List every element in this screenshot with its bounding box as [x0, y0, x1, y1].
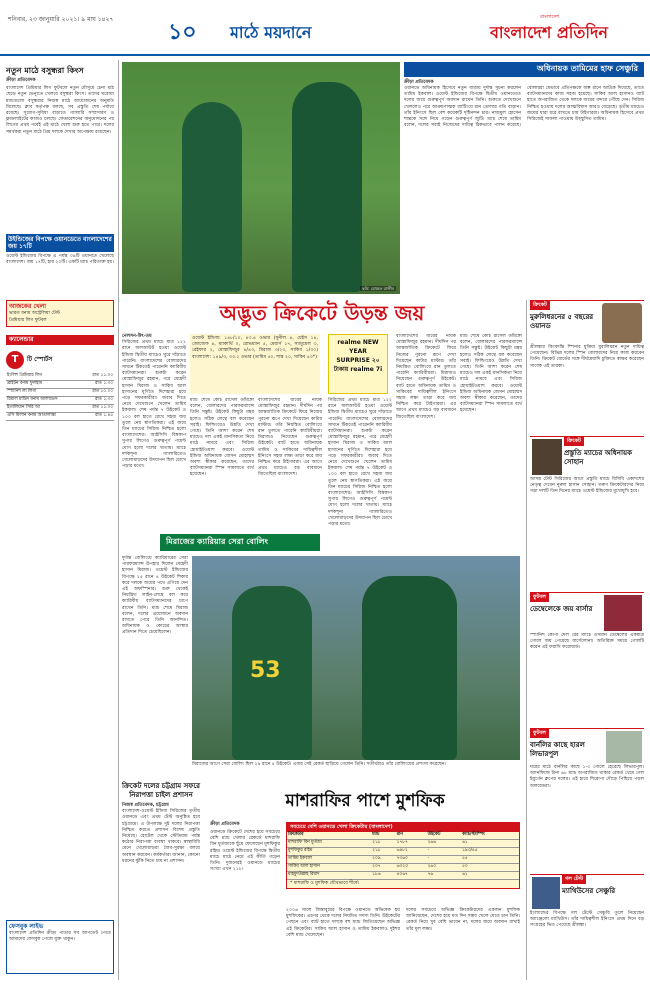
story-byline: ক্রীড়া প্রতিবেদক — [404, 79, 434, 85]
table-cell: ২৬৬ — [427, 839, 461, 847]
table-cell: মাহমুদউল্লাহ রিয়াদ — [287, 871, 371, 879]
masthead — [0, 0, 650, 60]
story-body: ম্যাচ শেষে কোচ রাসেল ডমিঙ্গো বলেন, বোলারদের পারফরম্যান্সে তিনি সন্তুষ্ট। উইকেট কিছুটা মন্থর হলেও সঠিক লেন্থে বল করেছেন সবাই। ফিল্ডিংয়েও উন্নতি দেখা গেছে। তিনি আশা করেন শেষ ম্যাচেও দল একই মানসিকতা নিয়ে মাঠে নামবে এবং সিরিজ হোয়াইটওয়াশ করবে। ওয়েস্ট ইন্ডিজ অধিনায়ক জেসন মোহাম্মদ অবশ্য স্বীকার করেছেন, তাদের ব্যাটসম্যানরা স্পিন সামলাতে ব্যর্থ হয়েছেন। — [190, 398, 254, 478]
story-title: নতুন মাঠে বসুন্ধরা কিংস — [6, 66, 84, 75]
fixture-name: স্প্যানিশ লা লিগা — [6, 388, 81, 396]
table-cell: ৫০ — [461, 863, 519, 871]
stats-table — [287, 832, 519, 880]
stat-body: ওয়েস্ট ইন্ডিজের বিপক্ষে এ পর্যন্ত ৩৯টি ওয়ানডে খেলেছে বাংলাদেশ। জয় ১৭টি, হার ২০টি। একটি ম্যাচ পরিত্যক্ত হয়। — [6, 254, 114, 266]
table-note: * মাশরাফি ও মুশফিক যৌথভাবে শীর্ষে। — [290, 880, 360, 886]
table-cell: মাশরাফি বিন মুর্তজা — [287, 839, 371, 847]
brief-photo — [602, 303, 642, 343]
today-line: প্রিমিয়ার লিগ ফুটবল — [9, 317, 47, 323]
brief-title: ম্যাথিউসের সেঞ্চুরি — [562, 886, 616, 895]
table-cell: ৪০৬৭ — [396, 871, 427, 879]
today-line: ভারত বনাম অস্ট্রেলিয়া টেস্ট — [9, 311, 60, 317]
tamim-shanto-photo — [122, 62, 400, 294]
story-body: ম্যাচ শেষে কোচ রাসেল ডমিঙ্গো বলেন, বোলারদের পারফরম্যান্সে তিনি সন্তুষ্ট। উইকেট কিছুটা মন্থর হলেও সঠিক লেন্থে বল করেছেন সবাই। ফিল্ডিংয়েও উন্নতি দেখা গেছে। তিনি আশা করেন শেষ ম্যাচেও দল একই মানসিকতা নিয়ে মাঠে নামবে এবং সিরিজ হোয়াইটওয়াশ করবে। ওয়েস্ট ইন্ডিজ অধিনায়ক জেসন মোহাম্মদ অবশ্য স্বীকার করেছেন, তাদের ব্যাটসম্যানরা স্পিন সামলাতে ব্যর্থ হয়েছেন। — [460, 334, 522, 414]
story-title: ক্রিকেট দলের চট্টগ্রাম সফরে নিরাপত্তা চাইল প্রশাসন — [122, 782, 201, 799]
left-column — [6, 60, 114, 980]
brief-body: ঘরের মাঠে বার্নলির কাছে ১-০ গোলে হেরেছে লিভারপুল। অ্যানফিল্ডে টানা ৬৮ ম্যাচ অপরাজিত থাকার রেকর্ড থেমে গেল ইয়ুর্গেন ক্লপের দলের। এই হারে শিরোপা দৌড়ে পিছিয়ে পড়ল অলরেডরা। — [530, 765, 644, 789]
fixtures-table — [6, 373, 114, 421]
table-cell: ২৬০ — [427, 863, 461, 871]
story-byline: ক্রীড়া প্রতিবেদক — [6, 78, 36, 83]
facebook-title: ফেসবুক লাইভ — [9, 923, 44, 930]
miraz-banner: মিরাজের ক্যারিয়ার সেরা বোলিং — [160, 534, 320, 551]
brief-item — [530, 300, 644, 430]
story-body: বাংলাদেশের জয়ের নায়ক মোস্তাফিজুর রহমান। দীর্ঘদিন পর আন্তর্জাতিক ক্রিকেটে ফিরে নিজের পুরনো রূপে দেখা দিয়েছেন কাটার মাস্টার। তাঁর নিয়ন্ত্রিত বোলিংয়ে রান তুলতে পারেনি ক্যারিবীয়রা। মিরাজও নিয়েছেন গুরুত্বপূর্ণ উইকেট। ব্যাট হাতে অধিনায়ক তামিম ও সাকিবের দায়িত্বশীল ইনিংসে সহজ লক্ষ্য তাড়া করে জয় নিশ্চিত করে টাইগাররা। এর আগে প্রথম ম্যাচেও বড় ব্যবধানে জিতেছিল বাংলাদেশ। — [258, 398, 322, 478]
story-body: সিরিজের প্রথম ম্যাচে মাত্র ১২২ রানে অলআউট হওয়া ওয়েস্ট ইন্ডিজ দ্বিতীয় ম্যাচেও ঘুরে দাঁড়াতে পারেনি। বাংলাদেশের বোলারদের সামনে টিকতেই পারেননি ক্যারিবীয় ব্যাটসম্যানরা। শুরুটা করেন মোস্তাফিজুর রহমান, পরে মেহেদী হাসান মিরাজ ও সাকিব আল হাসানের ঘূর্ণিতে দিশেহারা হয়ে পড়ে সফরকারীরা। জবাব দিতে নেমে দেখেশুনে খেলেন তামিম ইকবাল। শেষ পর্যন্ত ৭ উইকেট ও ১০০ বল হাতে রেখে সহজ জয় তুলে নেয় স্বাগতিকরা। এই জয়ে তিন ম্যাচের সিরিজ নিশ্চিত হলো বাংলাদেশের। আইসিসি বিশ্বকাপ সুপার লিগেও গুরুত্বপূর্ণ পয়েন্ট যোগ হলো দলের খাতায়। ম্যাচে দর্শকশূন্য গ্যালারিতেও খেলোয়াড়দের উদযাপন ছিল চোখে পড়ার মতো। — [122, 340, 186, 470]
brief-photo — [604, 595, 642, 631]
ctg-story — [122, 782, 200, 978]
brief-body: স্প্যানিশ কোপা দেল রের ম্যাচে ওসমান ডেম্বেলের একমাত্র গোলে জয় পেয়েছে বার্সেলোনা। অতিরিক্ত সময়ে গোলটি করেন এই ফরাসি ফরোয়ার্ড। — [530, 633, 644, 651]
fixture-time: রাত ১০.০০ — [81, 388, 114, 396]
table-cell: তামিম ইকবাল — [287, 855, 371, 863]
table-header: ম্যাচ — [371, 832, 395, 839]
today-title: আজকের খেলা — [9, 303, 46, 311]
table-row — [287, 832, 519, 839]
table-cell: - — [427, 855, 461, 863]
stats-table-box — [286, 822, 520, 889]
player-silhouette — [182, 102, 242, 292]
fixture-time: রাত ১.৩০ — [81, 380, 114, 388]
score-box: ওয়েস্ট ইন্ডিজ: ১৪৮/১০, ৪৩.৪ ওভার (সুনীল ৪, চেইস ১৪, জোজেফ ৪, ম্যাকার্থি ০, রোভম্যান ৫, মেয়ার্স ১৭, স্যামুয়েল ৩, রেইফার ২, মোস্তাফিজুর ৪/৪৩, মিরাজ ৩/২৩, সাকিব ১/৩০) বাংলাদেশ: ১৪৯/৩, ৩৩.২ ওভার (তামিম ৫০, শান্ত ২০, সাকিব ৪৩*) — [190, 334, 320, 394]
facebook-body: বাংলাদেশ প্রতিদিন ক্রীড়া পাতার সব আপডেট পেতে আমাদের ফেসবুক পেজে যুক্ত থাকুন। — [9, 931, 111, 943]
facebook-box — [6, 920, 114, 974]
main-story — [122, 334, 522, 528]
table-cell: ৭৩৬০ — [396, 855, 427, 863]
table-cell: - — [427, 847, 461, 855]
brief-tag: ফুটবল — [530, 593, 549, 602]
bottom-headline: মাশরাফির পাশে মুশফিক — [285, 791, 445, 811]
table-cell: ৭৬ — [427, 871, 461, 879]
fixture-name: ইংলিশ প্রিমিয়ার লিগ — [6, 373, 81, 380]
table-cell: ২১৮ — [371, 839, 395, 847]
miraz-story — [122, 556, 188, 778]
player-silhouette — [292, 82, 362, 292]
story-body: সিরিজের প্রথম ম্যাচে মাত্র ১২২ রানে অলআউট হওয়া ওয়েস্ট ইন্ডিজ দ্বিতীয় ম্যাচেও ঘুরে দাঁড়াতে পারেনি। বাংলাদেশের বোলারদের সামনে টিকতেই পারেননি ক্যারিবীয় ব্যাটসম্যানরা। শুরুটা করেন মোস্তাফিজুর রহমান, পরে মেহেদী হাসান মিরাজ ও সাকিব আল হাসানের ঘূর্ণিতে দিশেহারা হয়ে পড়ে সফরকারীরা। জবাব দিতে নেমে দেখেশুনে খেলেন তামিম ইকবাল। শেষ পর্যন্ত ৭ উইকেট ও ১০০ বল হাতে রেখে সহজ জয় তুলে নেয় স্বাগতিকরা। এই জয়ে তিন ম্যাচের সিরিজ নিশ্চিত হলো বাংলাদেশের। আইসিসি বিশ্বকাপ সুপার লিগেও গুরুত্বপূর্ণ পয়েন্ট যোগ হলো দলের খাতায়। ম্যাচে দর্শকশূন্য গ্যালারিতেও খেলোয়াড়দের উদযাপন ছিল চোখে পড়ার মতো। — [328, 398, 392, 528]
brief-tag: ক্রিকেট — [530, 301, 550, 310]
fixture-time: রাত ১১.০০ — [81, 404, 114, 412]
story-body: দুর্দান্ত বোলিংয়ে ক্যারিয়ারের সেরা পারফরম্যান্স উপহার দিলেন মেহেদী হাসান মিরাজ। ওয়েস্ট ইন্ডিজের বিপক্ষে ২৫ রানে ৪ উইকেট শিকার করে দলকে জয়ের পথে এগিয়ে দেন এই অফস্পিনার। শুরু থেকেই নিয়ন্ত্রিত লাইন-লেন্থে বল করে ক্যারিবীয় ব্যাটসম্যানদের চাপে রাখেন তিনি। ম্যাচ শেষে মিরাজ বলেন, দলের প্রয়োজনে অবদান রাখতে পেরে তিনি আনন্দিত। অধিনায়ক ও কোচের আস্থার প্রতিদান দিতে চেয়েছিলেন। — [122, 556, 188, 636]
table-header: রান — [396, 832, 427, 839]
table-cell: ২০৯ — [371, 855, 395, 863]
story-byline: নেলসন-উৎ-তম — [122, 334, 152, 339]
table-header: উইকেট — [427, 832, 461, 839]
story-byline: ক্রীড়া প্রতিবেদক — [210, 822, 240, 827]
brief-title: বার্নলির কাছে হারল লিভারপুল — [530, 740, 585, 758]
table-cell: ১৯৩/৪৫ — [461, 847, 519, 855]
table-row — [6, 388, 114, 396]
fixture-name: ইতালিয়ান সিরি আ — [6, 404, 81, 412]
mushfiq-story — [210, 822, 520, 978]
table-cell: ৬৪৮২ — [396, 847, 427, 855]
column-divider — [526, 300, 527, 980]
miraz-story-right — [192, 762, 520, 778]
fixture-name: ব্রাইটন বনাম ফুলহাম — [6, 380, 81, 388]
story-title: অধিনায়ক তামিমের হাফ সেঞ্চুরি — [404, 62, 644, 77]
story-body: বাংলাদেশ-ওয়েস্ট ইন্ডিজ সিরিজের তৃতীয় ওয়ানডে এবং প্রথম টেস্ট অনুষ্ঠিত হবে চট্টগ্রামে। এ উপলক্ষে দুই দলের নিরাপত্তা নিশ্চিত করতে প্রশাসন বিশেষ প্রস্তুতি নিয়েছে। হোটেল থেকে স্টেডিয়াম পর্যন্ত কঠোর নিরাপত্তা ব্যবস্থা থাকবে। স্বাস্থ্যবিধি মেনে খেলোয়াড়রা জৈব-সুরক্ষা বলয়ে অবস্থান করবেন। কর্মকর্তারা জানান, কোনো ধরনের ঝুঁকি নিতে চায় না প্রশাসন। — [122, 809, 200, 864]
table-row — [6, 412, 114, 420]
brief-item — [530, 436, 644, 586]
table-cell: ২০৭ — [371, 863, 395, 871]
today-box — [6, 300, 114, 327]
brief-tag: গল টেস্ট — [562, 875, 586, 884]
main-headline: অদ্ভুত ক্রিকেটে উড়ন্ত জয় — [219, 301, 425, 325]
realme-ad — [328, 334, 388, 394]
brief-title: মুরুলিধরনের ৫ বছরের ওয়ানড — [530, 312, 594, 330]
table-row — [6, 404, 114, 412]
table-cell: ২১৮ — [371, 847, 395, 855]
table-row — [287, 871, 519, 879]
brief-item — [530, 874, 644, 980]
fixture-name: এসি মিলান বনাম আতালান্তা — [6, 412, 81, 420]
brand-logo: বাংলাদেশ প্রতিদিন — [490, 23, 608, 42]
table-row — [287, 839, 519, 847]
tamim-story — [404, 62, 644, 294]
tv-title: ক্যালেন্ডার — [6, 335, 114, 345]
jersey-number: 53 — [250, 658, 281, 683]
brief-tag: ফুটবল — [530, 729, 549, 738]
table-cell: সাকিব আল হাসান — [287, 863, 371, 871]
brief-photo — [532, 439, 562, 475]
fixture-time: রাত ১.৪৫ — [81, 412, 114, 420]
ad-text: realme NEW YEAR SURPRISE ২০ টাকায় realme 7i — [333, 339, 383, 373]
table-cell: ৬১ — [461, 871, 519, 879]
table-cell: ৬৩২৩ — [396, 863, 427, 871]
tsports-icon: T — [6, 351, 24, 369]
table-row — [287, 847, 519, 855]
brief-item — [530, 728, 644, 868]
brief-tag: ক্রিকেট — [564, 437, 584, 446]
tv-channel-name: টি স্পোর্টস — [27, 355, 53, 363]
brief-body: ইংল্যান্ডের বিপক্ষে গল টেস্টে সেঞ্চুরি তুলে নিয়েছেন অ্যাঞ্জেলো ম্যাথিউস। তাঁর দায়িত্বশীল ইনিংসে প্রথম দিনে বড় সংগ্রহের ভিত পেয়েছে শ্রীলঙ্কা। — [530, 911, 644, 929]
table-header: ক্যাচ/স্টাম্পিং — [461, 832, 519, 839]
story-body: দলের সবচেয়ে অভিজ্ঞ ক্রিকেটারদের একজন মুশফিক জানিয়েছেন, দেশের হয়ে যত দিন সম্ভব খেলে যেতে চান তিনি। রেকর্ড নিয়ে খুব বেশি ভাবেন না, দলের জয়ে অবদান রাখাই তাঁর মূল লক্ষ্য। — [406, 908, 520, 932]
story-column — [122, 334, 186, 518]
page-number: ১০ — [168, 20, 197, 45]
stat-title: উইন্ডিজের বিপক্ষে ওয়ানডেতে বাংলাদেশের জয় ১৭টি — [6, 234, 114, 252]
fixture-time: রাত ১১.০০ — [81, 373, 114, 380]
story-body: বাংলাদেশ প্রিমিয়ার লিগ ফুটবলে নতুন মৌসুমে চেনা মাঠ ছেড়ে নতুন ভেন্যুতে খেলবে বসুন্ধরা কিংস। তাদের ঘরোয়া ম্যাচগুলো বসুন্ধরার নিজস্ব মাঠে আয়োজনের অনুমতি মিলেছে। ক্লাব কর্তৃপক্ষ বলছে, সব প্রস্তুতি শেষ পর্যায়ে রয়েছে। সুযোগ-সুবিধা বাড়াতে গ্যালারি সম্প্রসারণ ও ফ্লাডলাইটের কাজও চলছে। ফেডারেশনের অনুমোদনের পর লিগের প্রথম পর্বেই এই মাঠে খেলা শুরু হতে পারে। দলের সমর্থকরা নতুন মাঠে প্রিয় দলকে দেখার অপেক্ষায় রয়েছেন। — [6, 86, 114, 135]
story-body: ওয়ানডে অধিনায়ক হিসেবে নতুন যাত্রায় দুর্দান্ত সূচনা করলেন তামিম ইকবাল। ওয়েস্ট ইন্ডিজের বিপক্ষে দ্বিতীয় ওয়ানডেতে দলের জয়ে গুরুত্বপূর্ণ অবদান রাখেন তিনি। শুরুতে দেখেশুনে খেললেও পরে আক্রমণাত্মক ব্যাটিংয়ে রান তোলার গতি বাড়ান। তাঁর ইনিংসে ছিল বেশ কয়েকটি দৃষ্টিনন্দন চার। নাজমুল হোসেন শান্তকে সঙ্গে নিয়ে গড়েন গুরুত্বপূর্ণ জুটি। ম্যাচ শেষে তামিম বলেন, দলের সবাই নিজেদের দায়িত্ব ঠিকভাবে পালন করেছে। বোলাররা যেভাবে প্রতিপক্ষকে অল্প রানে আটকে দিয়েছে, তাতে ব্যাটসম্যানদের কাজ সহজ হয়েছে। সাকিব আল হাসানও ব্যাট হাতে অপরাজিত থেকে দলকে জয়ের বন্দরে পৌঁছে দেন। সিরিজ নিশ্চিত হওয়ায় দলের আত্মবিশ্বাস আরও বেড়েছে। তৃতীয় ম্যাচেও জয়ের ধারা ধরে রাখতে চায় টাইগাররা। অধিনায়ক হিসেবে প্রথম সিরিজেই সাফল্য পাওয়ায় উচ্ছ্বসিত তামিম। — [404, 86, 644, 129]
table-row — [6, 380, 114, 388]
table-cell: ৬১ — [461, 839, 519, 847]
table-row — [287, 863, 519, 871]
fixture-time: রাত ১.৩০ — [81, 396, 114, 404]
table-cell: ১৭৮৭ — [396, 839, 427, 847]
brief-photo — [606, 731, 642, 763]
brief-photo — [532, 877, 560, 909]
fixture-name: রিয়াল মাদ্রিদ বনাম আলাভেস — [6, 396, 81, 404]
brief-body: আসন্ন টেস্ট সিরিজের আগে প্রস্তুতি ম্যাচে বিসিবি একাদশের নেতৃত্ব দেবেন নুরুল হাসান সোহান। তরুণ ক্রিকেটারদের নিয়ে গড়া দলটি তিন দিনের ম্যাচে ওয়েস্ট ইন্ডিজের মুখোমুখি হবে। — [530, 477, 644, 495]
brand-small: বাংলাদেশ — [540, 14, 560, 20]
issue-date: শনিবার, ২৩ জানুয়ারি ২০২১। ৯ মাঘ ১৪২৭ — [8, 16, 114, 23]
column-divider — [118, 60, 119, 980]
section-title: মাঠে ময়দানে — [230, 23, 312, 42]
table-header: ক্রিকেটার — [287, 832, 371, 839]
table-cell: ৫৫ — [461, 855, 519, 863]
brief-title: প্রস্তুতি ম্যাচের অধিনায়ক সোহান — [564, 448, 632, 466]
table-row — [287, 855, 519, 863]
story-body: মিরাজের আগে সেরা বোলিং ছিল ২৯ রানে ৪ উইকেট। এবার সেই রেকর্ড ছাড়িয়ে গেলেন তিনি। সতীর্থরাও তাঁর বোলিংয়ের প্রশংসা করেছেন। — [192, 762, 447, 767]
brief-title: ডেম্বেলেকে জয় বার্সার — [530, 604, 593, 613]
table-cell: মুশফিকুর রহিম — [287, 847, 371, 855]
story-byline: নিজস্ব প্রতিবেদক, চট্টগ্রাম — [122, 803, 169, 808]
table-row — [6, 373, 114, 380]
story-body: ওয়ানডে ক্রিকেটে দেশের হয়ে সবচেয়ে বেশি ম্যাচ খেলার রেকর্ডে মাশরাফি বিন মুর্তজাকে ছুঁয়ে ফেলেছেন মুশফিকুর রহিম। ওয়েস্ট ইন্ডিজের বিপক্ষে দ্বিতীয় ম্যাচে মাঠে নেমে এই কীর্তি গড়েন তিনি। দুজনেরই ওয়ানডে ম্যাচের সংখ্যা এখন ২১৮। — [210, 830, 280, 873]
brief-item — [530, 592, 644, 722]
photo-caption: ছবি: রোহেত রাজীব — [362, 285, 394, 291]
table-title: সবচেয়ে বেশি ওয়ানডে খেলা ক্রিকেটার (বাংলাদেশ) — [287, 823, 519, 832]
story-body: বাংলাদেশের জয়ের নায়ক মোস্তাফিজুর রহমান। দীর্ঘদিন পর আন্তর্জাতিক ক্রিকেটে ফিরে নিজের পুরনো রূপে দেখা দিয়েছেন কাটার মাস্টার। তাঁর নিয়ন্ত্রিত বোলিংয়ে রান তুলতে পারেনি ক্যারিবীয়রা। মিরাজও নিয়েছেন গুরুত্বপূর্ণ উইকেট। ব্যাট হাতে অধিনায়ক তামিম ও সাকিবের দায়িত্বশীল ইনিংসে সহজ লক্ষ্য তাড়া করে জয় নিশ্চিত করে টাইগাররা। এর আগে প্রথম ম্যাচেও বড় ব্যবধানে জিতেছিল বাংলাদেশ। — [396, 334, 456, 420]
tv-channel-logo — [6, 351, 114, 369]
story-body: ২০০৬ সালে জিম্বাবুয়ের বিপক্ষে ওয়ানডে অভিষেক হয় মুশফিকের। এরপর থেকে দলের নিয়মিত সদস্য তিনি। উইকেটের পেছনে এবং ব্যাট হাতে দলকে বহু ম্যাচ জিতিয়েছেন অভিজ্ঞ এই ক্রিকেটার। সাকিব আল হাসান ও তামিম ইকবালও দুইশর বেশি ম্যাচ খেলেছেন। — [286, 908, 400, 938]
brief-body: শ্রীলঙ্কার কিংবদন্তি স্পিনার মুত্তিয়া মুরালিধরন নতুন দায়িত্ব পেয়েছেন। বিভিন্ন দলের স্পিন বোলারদের নিয়ে কাজ করবেন তিনি। ক্রিকেট বোর্ডের সঙ্গে দীর্ঘমেয়াদি চুক্তিতে স্বাক্ষর করেছেন সাবেক এই তারকা। — [530, 345, 644, 369]
table-row — [6, 396, 114, 404]
table-cell: ১৮৬ — [371, 871, 395, 879]
player-silhouette — [362, 576, 457, 760]
mehedi-mushfiq-photo — [192, 556, 520, 760]
player-silhouette — [232, 586, 312, 760]
